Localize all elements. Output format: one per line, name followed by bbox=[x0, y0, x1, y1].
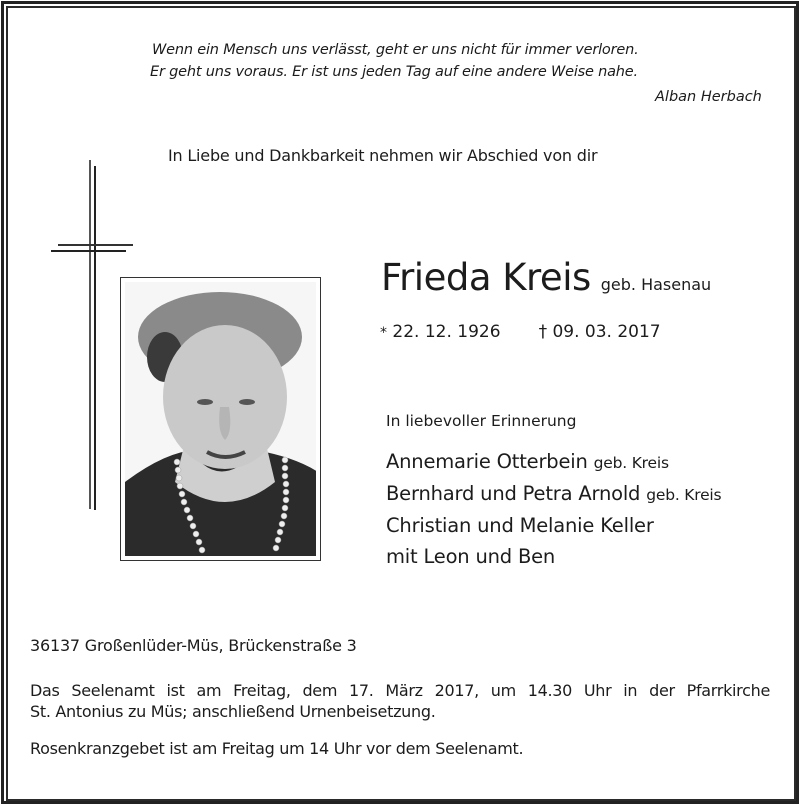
family-member bbox=[386, 514, 654, 537]
deceased-maiden-name: geb. Hasenau bbox=[600, 275, 712, 294]
deceased-full-name: Frieda Kreis bbox=[381, 256, 591, 299]
life-dates bbox=[380, 322, 661, 342]
family-member bbox=[386, 450, 669, 473]
memory-line: In liebevoller Erinnerung bbox=[386, 412, 577, 430]
address: 36137 Großenlüder-Müs, Brückenstraße 3 bbox=[30, 636, 357, 655]
family-names: Annemarie Otterbein bbox=[386, 450, 588, 473]
birth-star-icon: * bbox=[380, 325, 387, 341]
family-member bbox=[386, 482, 721, 505]
farewell-intro: In Liebe und Dankbarkeit nehmen wir Abschied von dir bbox=[168, 146, 598, 165]
death-date: 09. 03. 2017 bbox=[552, 322, 661, 342]
rosary-info: Rosenkranzgebet ist am Freitag um 14 Uhr vor dem Seelenamt. bbox=[30, 739, 524, 758]
family-names: Christian und Melanie Keller bbox=[386, 514, 654, 537]
quote-line-2: Er geht uns voraus. Er ist uns jeden Tag auf eine andere Weise nahe. bbox=[150, 64, 638, 80]
family-names: Bernhard und Petra Arnold bbox=[386, 482, 641, 505]
death-cross-icon: † bbox=[538, 322, 548, 342]
birth-date: 22. 12. 1926 bbox=[392, 322, 501, 342]
family-note: geb. Kreis bbox=[593, 454, 669, 472]
service-line-2: St. Antonius zu Müs; anschließend Urnenbeisetzung. bbox=[30, 702, 436, 721]
portrait-photo bbox=[125, 282, 316, 556]
family-note: geb. Kreis bbox=[646, 486, 722, 504]
quote-line-1: Wenn ein Mensch uns verlässt, geht er uns nicht für immer verloren. bbox=[152, 42, 639, 58]
service-line-1: Das Seelenamt ist am Freitag, dem 17. März 2017, um 14.30 Uhr in der Pfarrkirche bbox=[30, 681, 770, 700]
deceased-name bbox=[381, 256, 711, 299]
family-member bbox=[386, 545, 555, 568]
service-info bbox=[30, 680, 770, 722]
portrait-photo-frame bbox=[120, 277, 321, 561]
quote-author: Alban Herbach bbox=[655, 89, 762, 105]
family-names: mit Leon und Ben bbox=[386, 545, 556, 568]
